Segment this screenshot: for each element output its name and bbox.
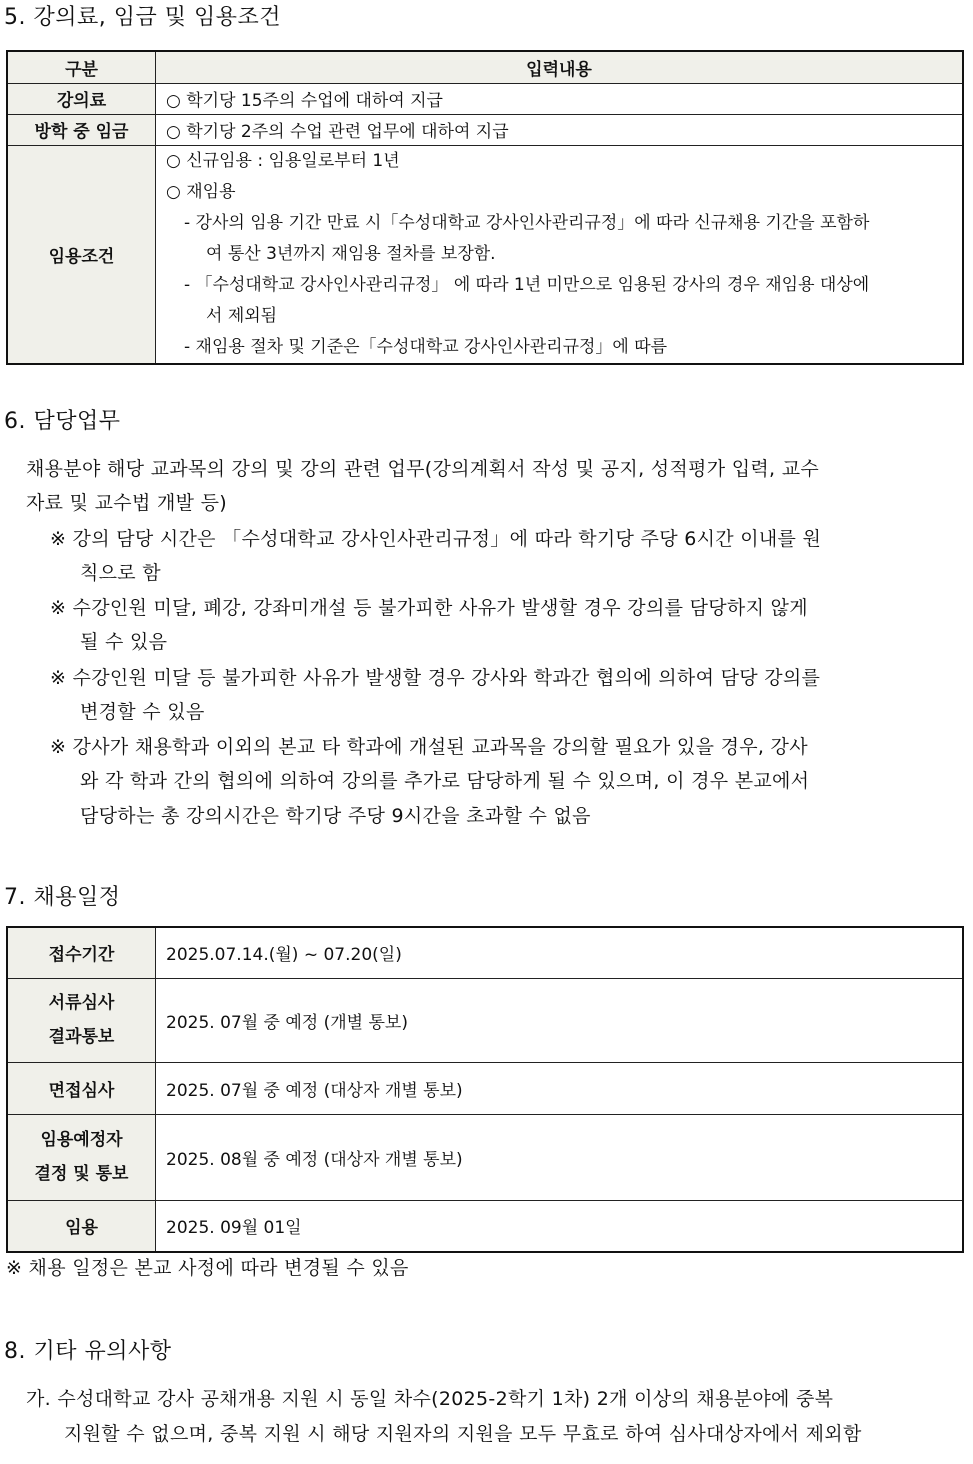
duty-note: 담당하는 총 강의시간은 학기당 주당 9시간을 초과할 수 없음 bbox=[80, 805, 591, 827]
section-5-title: 5. 강의료, 임금 및 임용조건 bbox=[4, 5, 281, 30]
duty-note: ※ 강의 담당 시간은 「수성대학교 강사인사관리규정」에 따라 학기당 주당 6시간 이내를 원 bbox=[50, 528, 822, 550]
duty-note: 변경할 수 있음 bbox=[80, 701, 205, 723]
section-7-title: 7. 채용일정 bbox=[4, 885, 121, 910]
duty-text: 채용분야 해당 교과목의 강의 및 강의 관련 업무(강의계획서 작성 및 공지, 성적평가 입력, 교수 bbox=[26, 458, 820, 480]
duty-note: ※ 수강인원 미달, 폐강, 강좌미개설 등 불가피한 사유가 발생할 경우 강의를 담당하지 않게 bbox=[50, 597, 808, 619]
header-category: 구분 bbox=[7, 51, 156, 83]
duty-text: 자료 및 교수법 개발 등) bbox=[26, 492, 227, 514]
duty-note: 칙으로 함 bbox=[80, 562, 161, 584]
salary-conditions-table bbox=[6, 50, 964, 365]
schedule-value: 2025. 08월 중 예정 (대상자 개별 통보) bbox=[156, 1114, 964, 1200]
schedule-label: 접수기간 bbox=[7, 927, 156, 978]
schedule-label: 임용예정자 결정 및 통보 bbox=[7, 1114, 156, 1200]
notice-item: 가. 수성대학교 강사 공채개용 지원 시 동일 차수(2025-2학기 1차) 2개 이상의 채용분야에 중복 bbox=[26, 1388, 834, 1410]
term-line: - 강사의 임용 기간 만료 시「수성대학교 강사인사관리규정」에 따라 신규채용 기간을 포함하 bbox=[184, 212, 870, 233]
section-8-title: 8. 기타 유의사항 bbox=[4, 1339, 172, 1364]
row-value-vacation-pay: ○ 학기당 2주의 수업 관련 업무에 대하여 지급 bbox=[156, 114, 964, 145]
row-label-appointment-terms: 임용조건 bbox=[7, 145, 156, 364]
schedule-value: 2025.07.14.(월) ~ 07.20(일) bbox=[156, 927, 964, 978]
duty-note: 될 수 있음 bbox=[80, 631, 168, 653]
row-value-lecture-fee: ○ 학기당 15주의 수업에 대하여 지급 bbox=[156, 83, 964, 114]
duty-note: ※ 강사가 채용학과 이외의 본교 타 학과에 개설된 교과목을 강의할 필요가 있을 경우, 강사 bbox=[50, 736, 808, 758]
row-label-lecture-fee: 강의료 bbox=[7, 83, 156, 114]
schedule-value: 2025. 07월 중 예정 (개별 통보) bbox=[156, 978, 964, 1062]
duty-note: 와 각 학과 간의 협의에 의하여 강의를 추가로 담당하게 될 수 있으며, 이 경우 본교에서 bbox=[80, 770, 810, 792]
row-value-appointment-terms bbox=[156, 145, 964, 364]
term-line: - 「수성대학교 강사인사관리규정」 에 따라 1년 미만으로 임용된 강사의 경우 재임용 대상에 bbox=[184, 274, 870, 295]
duty-note: ※ 수강인원 미달 등 불가피한 사유가 발생할 경우 강사와 학과간 협의에 의하여 담당 강의를 bbox=[50, 667, 821, 689]
schedule-table bbox=[6, 926, 964, 1253]
schedule-value: 2025. 07월 중 예정 (대상자 개별 통보) bbox=[156, 1062, 964, 1114]
schedule-label: 서류심사 결과통보 bbox=[7, 978, 156, 1062]
term-line: ○ 신규임용 : 임용일로부터 1년 bbox=[166, 150, 400, 171]
section-6-title: 6. 담당업무 bbox=[4, 409, 121, 434]
term-line: 서 제외됨 bbox=[206, 305, 278, 326]
schedule-value: 2025. 09월 01일 bbox=[156, 1200, 964, 1252]
header-content: 입력내용 bbox=[156, 51, 964, 83]
schedule-label: 임용 bbox=[7, 1200, 156, 1252]
schedule-note: ※ 채용 일정은 본교 사정에 따라 변경될 수 있음 bbox=[6, 1257, 409, 1279]
notice-item: 지원할 수 없으며, 중복 지원 시 해당 지원자의 지원을 모두 무효로 하여 심사대상자에서 제외함 bbox=[64, 1423, 862, 1445]
term-line: - 재임용 절차 및 기준은「수성대학교 강사인사관리규정」에 따름 bbox=[184, 336, 668, 357]
term-line: 여 통산 3년까지 재임용 절차를 보장함. bbox=[206, 243, 496, 264]
row-label-vacation-pay: 방학 중 임금 bbox=[7, 114, 156, 145]
term-line: ○ 재임용 bbox=[166, 181, 236, 202]
schedule-label: 면접심사 bbox=[7, 1062, 156, 1114]
